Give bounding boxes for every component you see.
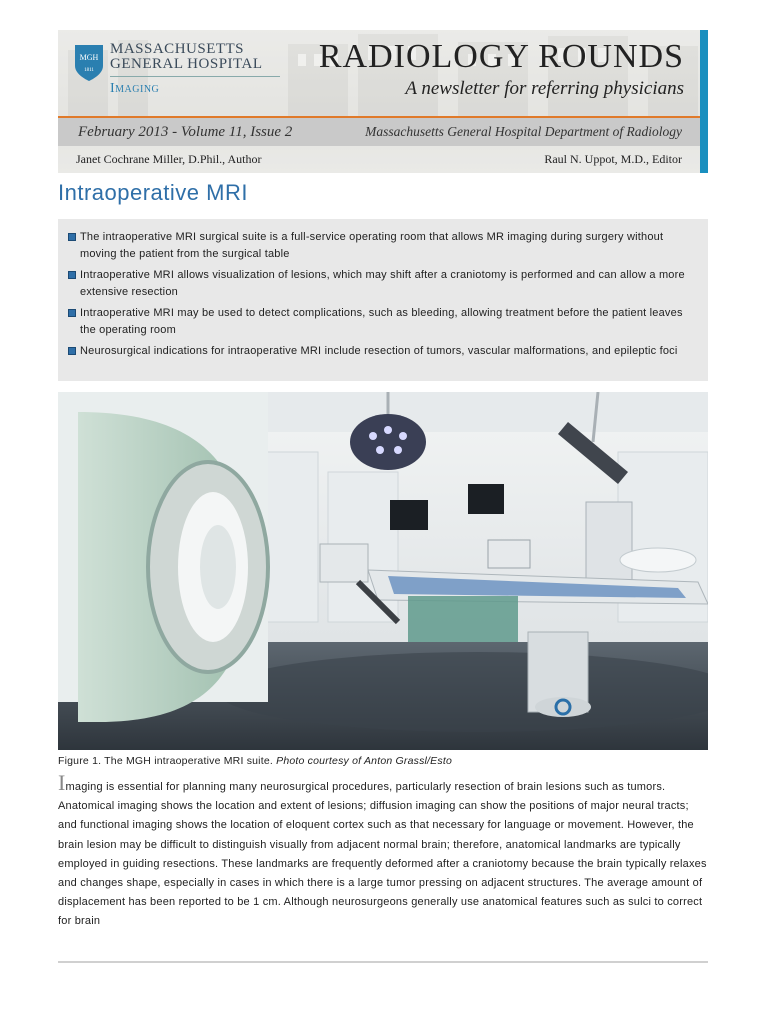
bullet-square-icon [68,233,76,241]
article-body: Imaging is essential for planning many neurosurgical procedures, particularly resection of brain lesions such as tumors. Anatomical imaging shows the location and extent of lesions; diffusion imaging can show the positions of major neural tracts; and functional imaging shows the location of eloquent cortex such as that necessary for language or movement. However, the brain lesion may be difficult to distinguish visually from adjacent normal brain; therefore, anatomical landmarks are typically employed in guiding resections. These landmarks are frequently deformed after a craniotomy because the brain typically relaxes and changes shape, especially in cases in which there is a large tumor pressing on adjacent structures. The average amount of displacement has been reported to be 1 cm. Although neurosurgeons generally use anatomical features such as sulci to correct for brain [58,770,707,928]
author-credit: Janet Cochrane Miller, D.Phil., Author [76,152,262,166]
article-title: Intraoperative MRI [58,180,248,205]
mgh-logo [74,42,274,112]
key-point: Intraoperative MRI may be used to detect complications, such as bleeding, allowing treatment before the patient leaves the operating room [70,305,694,339]
bullet-square-icon [68,347,76,355]
mgh-shield-icon [74,44,104,82]
mri-suite-photo [58,392,708,750]
issue-info: February 2013 - Volume 11, Issue 2 [78,124,293,140]
key-point: Intraoperative MRI allows visualization of lesions, which may shift after a craniotomy is performed and can allow a more extensive resection [70,267,694,301]
key-point: Neurosurgical indications for intraoperative MRI include resection of tumors, vascular malformations, and epileptic foci [70,343,694,360]
newsletter-title: RADIOLOGY ROUNDS [318,38,684,75]
department-full: Massachusetts General Hospital Department of Radiology [365,124,682,139]
page-divider [58,961,708,963]
svg-text:MGH: MGH [79,53,99,62]
key-point: The intraoperative MRI surgical suite is a full-service operating room that allows MR imaging during surgery without moving the patient from the surgical table [70,229,694,263]
photo-credit: Photo courtesy of Anton Grassl/Esto [276,755,452,767]
drop-cap: I [58,770,66,795]
key-points-box [58,219,708,381]
hospital-name: MASSACHUSETTS GENERAL HOSPITAL [110,41,263,72]
newsletter-page [58,30,708,173]
bullet-square-icon [68,309,76,317]
newsletter-subtitle: A newsletter for referring physicians [405,78,684,99]
department-label: Imaging [110,81,160,96]
issue-bar [58,116,700,146]
bullet-square-icon [68,271,76,279]
accent-bar [700,30,708,173]
masthead [58,30,708,173]
figure-caption: Figure 1. The MGH intraoperative MRI suite. Photo courtesy of Anton Grassl/Esto [58,755,452,767]
svg-text:1811: 1811 [84,68,94,73]
logo-divider [110,76,280,77]
editor-credit: Raul N. Uppot, M.D., Editor [544,152,682,166]
